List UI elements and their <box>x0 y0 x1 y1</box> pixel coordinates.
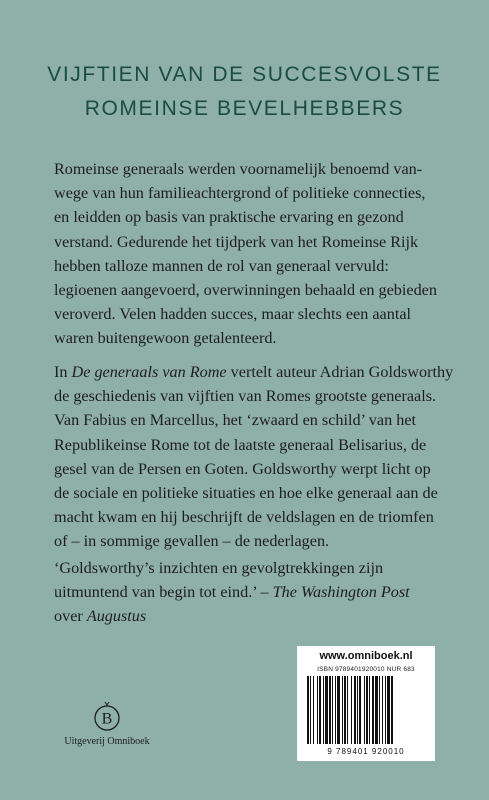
barcode-stripe <box>379 676 380 744</box>
barcode-stripe <box>317 676 318 744</box>
headline-line-1: VIJFTIEN VAN DE SUCCESVOLSTE <box>47 63 442 86</box>
barcode-stripe <box>313 676 314 744</box>
barcode-stripe <box>332 676 333 744</box>
summary-text: vertelt auteur Adrian Goldsworthy <box>226 363 454 381</box>
quote-text: uitmuntend van begin tot eind.’ – <box>54 583 273 602</box>
barcode-stripe <box>342 676 343 744</box>
barcode-stripe <box>335 676 336 744</box>
summary-line: Republikeinse Rome tot de laatste generaal Belisarius, de <box>54 435 427 454</box>
intro-line: en leidden op basis van praktische ervaring en gezond <box>54 208 404 227</box>
barcode-stripe <box>347 676 348 744</box>
barcode-stripe <box>372 676 374 744</box>
intro-line: legioenen aangevoerd, overwinningen behaald en gebieden <box>54 281 437 300</box>
barcode-stripe <box>351 676 352 744</box>
isbn-label: ISBN 9789401920010 NUR 683 <box>317 666 415 673</box>
intro-paragraph <box>54 157 466 351</box>
omniboek-circle-b-logo-icon <box>92 700 122 734</box>
barcode-stripe <box>382 676 383 744</box>
summary-line: de sociale en politieke situaties en hoe elke generaal aan de <box>54 484 438 503</box>
barcode-stripe <box>325 676 328 744</box>
intro-line: waren buitengewoon getalenteerd. <box>54 329 277 348</box>
headline-line-2: ROMEINSE BEVELHEBBERS <box>84 97 405 120</box>
barcode-stripe <box>385 676 386 744</box>
barcode-box <box>297 646 435 761</box>
summary-line: gesel van de Persen en Goten. Goldsworthy werpt licht op <box>54 459 431 478</box>
barcode-stripe <box>337 676 340 744</box>
barcode-stripe <box>369 676 370 744</box>
quote-line: ‘Goldsworthy’s inzichten en gevolgtrekkingen zijn <box>54 559 384 577</box>
intro-line: wege van hun familieachtergrond of politieke connecties, <box>54 184 426 203</box>
summary-line: of – in sommige gevallen – de nederlagen. <box>54 532 330 551</box>
intro-line: Romeinse generaals werden voornamelijk benoemd van- <box>54 160 423 178</box>
barcode-stripe <box>366 676 368 744</box>
publisher-url: www.omniboek.nl <box>319 650 413 662</box>
headline <box>0 58 489 126</box>
svg-text:B: B <box>101 710 113 728</box>
barcode-stripe <box>357 676 358 744</box>
barcode-stripe <box>344 676 346 744</box>
summary-text: In <box>54 363 72 381</box>
intro-line: verstand. Gedurende het tijdperk van het Romeinse Rijk <box>54 232 419 251</box>
quote-line <box>54 604 466 628</box>
barcode-stripe <box>387 676 390 744</box>
quote-text: over <box>54 607 87 626</box>
intro-line: veroverd. Velen hadden succes, maar slechts een aantal <box>54 305 412 324</box>
barcode-stripe <box>364 676 365 744</box>
barcode-bars <box>305 676 427 746</box>
publisher-name: Uitgeverij Omniboek <box>64 736 150 747</box>
barcode-stripe <box>310 676 311 744</box>
barcode-stripe <box>359 676 361 744</box>
review-quote <box>54 556 466 629</box>
book-title: De generaals van Rome <box>71 363 227 381</box>
summary-line: de geschiedenis van vijftien van Romes grootste generaals. <box>54 387 437 406</box>
barcode-stripe <box>319 676 321 744</box>
publisher-logo <box>52 700 162 747</box>
quote-source: The Washington Post <box>272 583 410 602</box>
barcode-stripe <box>354 676 356 744</box>
summary-paragraph <box>54 360 466 554</box>
barcode-stripe <box>307 676 309 744</box>
quote-line <box>54 580 466 604</box>
barcode-digits: 9 789401 920010 <box>327 747 405 756</box>
intro-line: hebben talloze mannen de rol van generaal vervuld: <box>54 256 389 275</box>
summary-line: macht kwam en hij beschrijft de veldslagen en de triomfen <box>54 508 434 527</box>
barcode-stripe <box>329 676 331 744</box>
summary-line: Van Fabius en Marcellus, het ‘zwaard en schild’ van het <box>54 411 416 430</box>
summary-line <box>54 360 466 384</box>
barcode-stripe <box>375 676 378 744</box>
barcode-stripe <box>323 676 324 744</box>
barcode-stripe <box>391 676 393 744</box>
quote-book: Augustus <box>86 607 147 626</box>
